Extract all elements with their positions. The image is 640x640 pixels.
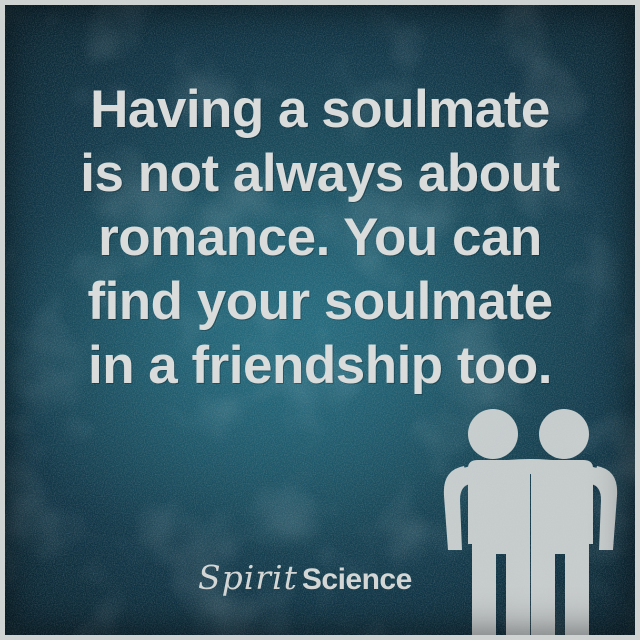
quote-line-3: romance. You can: [98, 208, 542, 267]
quote-line-4: find your soulmate: [87, 272, 553, 331]
quote-line-2: is not always about: [80, 144, 560, 203]
brand-word-science: Science: [301, 563, 412, 596]
quote-line-5: in a friendship too.: [87, 336, 553, 395]
brand-word-spirit: Spirit: [198, 558, 298, 597]
quote-line-1: Having a soulmate: [90, 80, 550, 139]
